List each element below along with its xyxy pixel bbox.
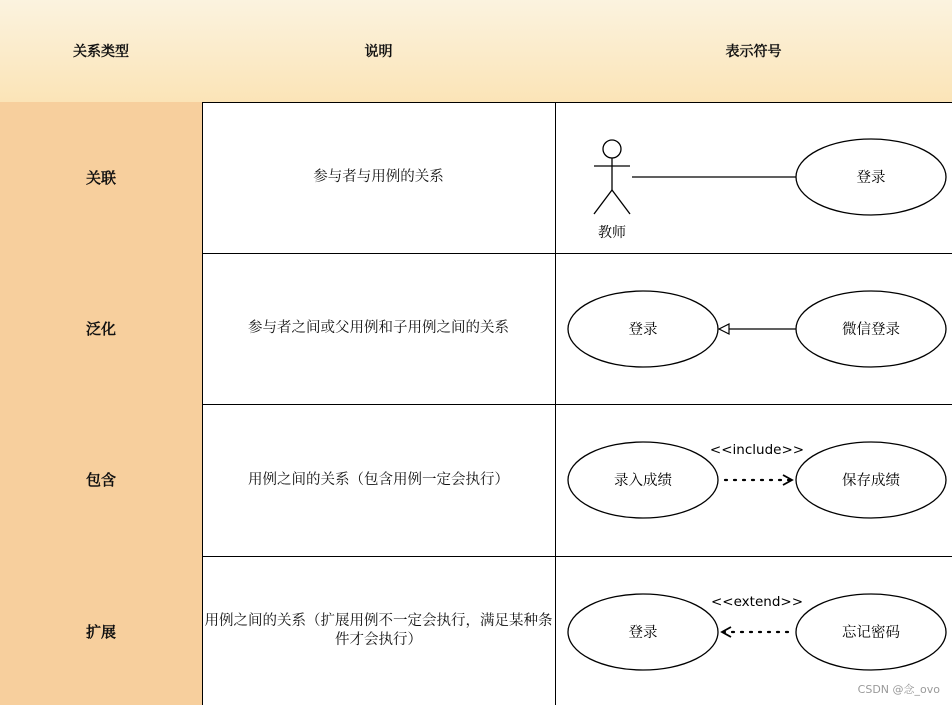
- type-generalization: 泛化: [85, 320, 116, 338]
- type-extend: 扩展: [85, 623, 116, 641]
- header-relation-type: 关系类型: [73, 44, 129, 60]
- extend-stereotype: <<extend>>: [710, 594, 804, 610]
- watermark: CSDN @念_ovo: [857, 683, 940, 696]
- actor-icon: [594, 140, 630, 214]
- desc-extend: 用例之间的关系（扩展用例不一定会执行，满足某种条件才会执行）: [204, 613, 553, 648]
- desc-generalization: 参与者之间或父用例和子用例之间的关系: [248, 320, 509, 336]
- type-association: 关联: [85, 169, 116, 187]
- header-description: 说明: [364, 44, 393, 60]
- desc-include: 用例之间的关系（包含用例一定会执行）: [248, 471, 509, 488]
- usecase-included-label: 保存成绩: [842, 473, 900, 489]
- usecase-parent-label: 登录: [628, 322, 658, 338]
- usecase-extension-label: 忘记密码: [842, 625, 900, 641]
- desc-association: 参与者与用例的关系: [313, 169, 444, 185]
- association-diagram: [594, 139, 946, 215]
- type-include: 包含: [85, 471, 116, 489]
- usecase-base-extend-label: 登录: [628, 625, 658, 641]
- usecase-child-label: 微信登录: [842, 322, 900, 338]
- header-notation: 表示符号: [725, 44, 782, 60]
- include-stereotype: <<include>>: [709, 442, 805, 458]
- usecase-login-label: 登录: [856, 170, 886, 186]
- usecase-base-include-label: 录入成绩: [614, 473, 672, 489]
- actor-label: 教师: [598, 225, 626, 241]
